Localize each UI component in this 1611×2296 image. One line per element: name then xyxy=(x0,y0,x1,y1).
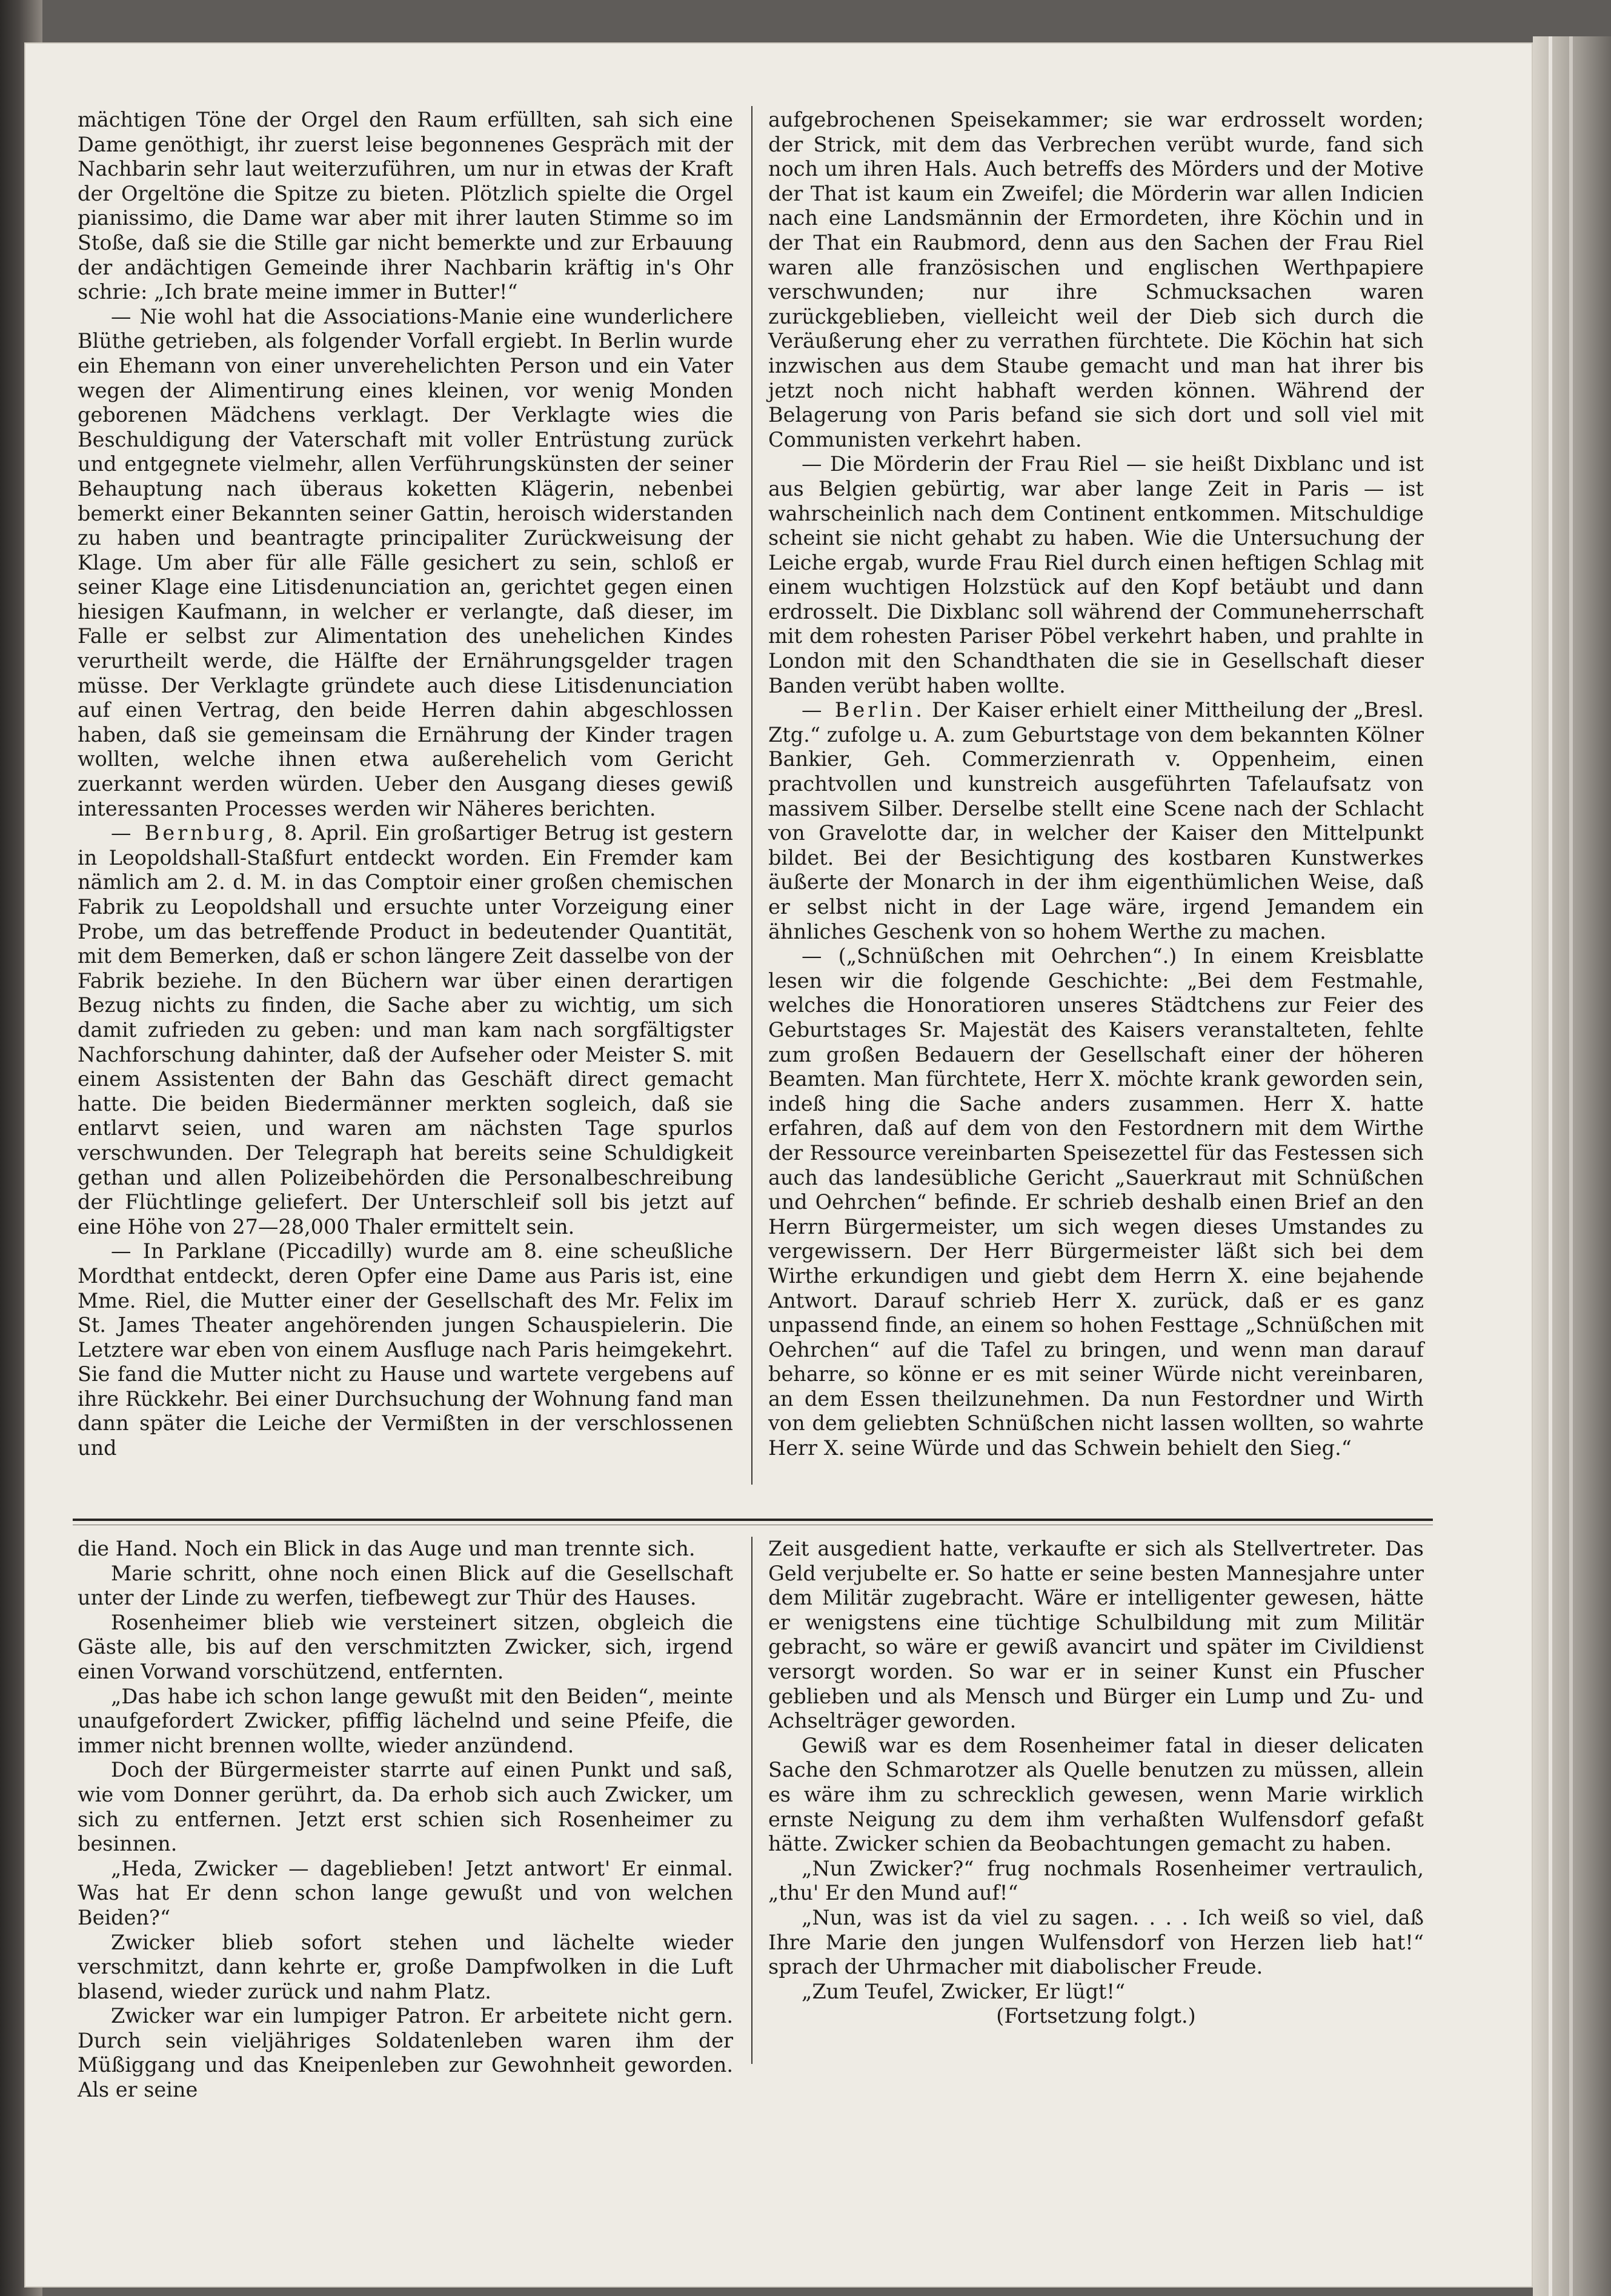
bottom-left-column xyxy=(78,1537,733,2264)
paragraph xyxy=(78,305,733,821)
column-divider xyxy=(751,106,752,1485)
paragraph-text: — Die Mörderin der Frau Riel — sie heißt Dixblanc und ist aus Belgien gebürtig, war aber lange Zeit in Paris — ist wahrscheinlich nach dem Continent entkommen. Mitschuldige scheint sie nicht gehabt zu haben. Wie die Untersuchung der Leiche ergab, wurde Frau Riel durch einen heftigen Schlag mit einem wuchtigen Holzstück auf den Kopf betäubt und dann erdrosselt. Die Dixblanc soll während der Communeherrschaft mit dem rohesten Pariser Pöbel verkehrt haben, und prahlte in London mit den Schandthaten die sie in Gesellschaft dieser Banden verübt haben wollte. xyxy=(768,452,1424,697)
paragraph xyxy=(768,1906,1424,1980)
paragraph xyxy=(78,1685,733,1759)
paragraph xyxy=(78,108,733,305)
paragraph-text: Der Kaiser erhielt einer Mittheilung der „Bresl. Ztg.“ zufolge u. A. zum Geburtstage von dem bekannten Kölner Bankier, Geh. Commerzienrath v. Oppenheim, einen prachtvollen und kunstreich ausgeführten Tafelaufsatz von massivem Silber. Derselbe stellt eine Scene nach der Schlacht von Gravelotte dar, in welcher der Kaiser den Mittelpunkt bildet. Bei der Besichtigung des kostbaren Kunstwerkes äußerte der Monarch in der ihm eigenthümlichen Weise, daß er selbst nicht in der Lage wäre, irgend Jemandem ein ähnliches Geschenk von so hohem Werthe zu machen. xyxy=(768,698,1424,943)
paragraph-text: „Nun Zwicker?“ frug nochmals Rosenheimer vertraulich, „thu' Er den Mund auf!“ xyxy=(768,1856,1424,1905)
paragraph xyxy=(78,1562,733,1611)
dateline: — Berlin. xyxy=(802,698,925,722)
section-rule xyxy=(73,1519,1433,1521)
continuation-note: (Fortsetzung folgt.) xyxy=(996,2004,1196,2028)
paragraph xyxy=(78,1758,733,1856)
paragraph xyxy=(78,1239,733,1460)
paragraph xyxy=(78,1537,733,1562)
paragraph xyxy=(78,821,733,1239)
top-right-column xyxy=(768,108,1424,1480)
paragraph-text: Gewiß war es dem Rosenheimer fatal in dieser delicaten Sache den Schmarotzer als Quelle benutzen zu müssen, allein es wäre ihm zu schrecklich gewesen, wenn Marie wirklich ernste Neigung zu dem ihm verhaßten Wulfensdorf gefaßt hätte. Zwicker schien da Beobachtungen gemacht zu haben. xyxy=(768,1733,1424,1856)
paragraph-text: Marie schritt, ohne noch einen Blick auf die Gesellschaft unter der Linde zu werfen, tiefbewegt zur Thür des Hauses. xyxy=(78,1561,733,1610)
bottom-right-column xyxy=(768,1537,1424,2264)
paragraph-text: Doch der Bürgermeister starrte auf einen Punkt und saß, wie vom Donner gerührt, da. Da erhob sich auch Zwicker, um sich zu entfernen. Jetzt erst schien sich Rosenheimer zu besinnen. xyxy=(78,1758,733,1856)
paragraph-text: die Hand. Noch ein Blick in das Auge und man trennte sich. xyxy=(78,1537,696,1560)
paragraph-text: aufgebrochenen Speisekammer; sie war erdrosselt worden; der Strick, mit dem das Verbrechen verübt wurde, fand sich noch um ihren Hals. Auch betreffs des Mörders und der Motive der That ist kaum ein Zweifel; die Mörderin war allen Indicien nach eine Landsmännin der Ermordeten, ihre Köchin und in der That ein Raubmord, denn aus den Sachen der Frau Riel waren alle französischen und englischen Werthpapiere verschwunden; nur ihre Schmucksachen waren zurückgeblieben, vielleicht weil der Dieb sich durch die Veräußerung eher zu verrathen fürchtete. Die Köchin hat sich inzwischen aus dem Staube gemacht und man hat ihrer bis jetzt noch nicht habhaft werden können. Während der Belagerung von Paris befand sie sich dort und soll viel mit Communisten verkehrt haben. xyxy=(768,108,1424,451)
paragraph-text: „Zum Teufel, Zwicker, Er lügt!“ xyxy=(802,1979,1126,2003)
paragraph xyxy=(768,108,1424,452)
paragraph xyxy=(768,698,1424,944)
paragraph xyxy=(768,1734,1424,1857)
paragraph xyxy=(768,1537,1424,1734)
paragraph xyxy=(768,1857,1424,1906)
column-divider xyxy=(751,1537,752,2064)
paragraph xyxy=(768,1980,1424,2005)
paragraph xyxy=(78,1931,733,2005)
paragraph-text: „Heda, Zwicker — dageblieben! Jetzt antwort' Er einmal. Was hat Er denn schon lange gewußt und von welchen Beiden?“ xyxy=(78,1856,733,1929)
paragraph-text: Zwicker war ein lumpiger Patron. Er arbeitete nicht gern. Durch sein vieljähriges Soldatenleben waren ihm der Müßiggang und das Kneipenleben zur Gewohnheit geworden. Als er seine xyxy=(78,2004,733,2102)
paragraph-text: — In Parklane (Piccadilly) wurde am 8. eine scheußliche Mordthat entdeckt, deren Opfer eine Dame aus Paris ist, eine Mme. Riel, die Mutter einer der Gesellschaft des Mr. Felix im St. James Theater angehörenden jungen Schauspielerin. Die Letztere war eben von einem Ausfluge nach Paris heimgekehrt. Sie fand die Mutter nicht zu Hause und wartete vergebens auf ihre Rückkehr. Bei einer Durchsuchung der Wohnung fand man dann später die Leiche der Vermißten in der verschlossenen und xyxy=(78,1239,733,1460)
paragraph-text: „Nun, was ist da viel zu sagen. . . . Ich weiß so viel, daß Ihre Marie den jungen Wulfensdorf von Herzen lieb hat!“ sprach der Uhrmacher mit diabolischer Freude. xyxy=(768,1905,1424,1979)
paragraph xyxy=(78,1611,733,1685)
paragraph-text: — Nie wohl hat die Associations-Manie eine wunderlichere Blüthe getrieben, als folgender Vorfall ergiebt. In Berlin wurde ein Ehemann von einer unverehelichten Person und ein Vater wegen der Alimentirung eines kleinen, vor wenig Monden geborenen Mädchens verklagt. Der Verklagte wies die Beschuldigung der Vaterschaft mit voller Entrüstung zurück und entgegnete vielmehr, allen Verführungskünsten der seiner Behauptung nach überaus koketten Klägerin, nebenbei bemerkt einer Bekannten seiner Gattin, heroisch widerstanden zu haben und beantragte principaliter Zurückweisung der Klage. Um aber für alle Fälle gesichert zu sein, schloß er seiner Klage eine Litisdenunciation an, gerichtet gegen einen hiesigen Kaufmann, in welcher er verlangte, daß dieser, im Falle er selbst zur Alimentation des unehelichen Kindes verurtheilt werde, die Hälfte der Ernährungsgelder tragen müsse. Der Verklagte gründete auch diese Litisdenunciation auf einen Vertrag, den beide Herren dahin abgeschlossen haben, daß sie gemeinsam die Ernährung der Kinder tragen wollten, welche ihnen etwa außerehelich vom Gericht zuerkannt werden würden. Ueber den Ausgang dieses gewiß interessanten Processes werden wir Näheres berichten. xyxy=(78,304,733,820)
page-edge-line xyxy=(1549,36,1552,2296)
paragraph-text: Rosenheimer blieb wie versteinert sitzen, obgleich die Gäste alle, bis auf den verschmitzten Zwicker, sich, irgend einen Vorwand vorschützend, entfernten. xyxy=(78,1610,733,1683)
paragraph-text: „Das habe ich schon lange gewußt mit den Beiden“, meinte unaufgefordert Zwicker, pfiffig lächelnd und seine Pfeife, die immer nicht brennen wollte, wieder anzündend. xyxy=(78,1684,733,1757)
paragraph-text: mächtigen Töne der Orgel den Raum erfüllten, sah sich eine Dame genöthigt, ihr zuerst leise begonnenes Gespräch mit der Nachbarin sehr laut weiterzuführen, um nur in etwas der Kraft der Orgeltöne die Spitze zu bieten. Plötzlich spielte die Orgel pianissimo, die Dame war aber mit ihrer lauten Stimme so im Stoße, daß sie die Stille gar nicht bemerkte und zur Erbauung der andächtigen Gemeinde ihrer Nachbarin kräftig in's Ohr schrie: „Ich brate meine immer in Butter!“ xyxy=(78,108,733,304)
paragraph-text: — („Schnüßchen mit Oehrchen“.) In einem Kreisblatte lesen wir die folgende Geschichte: „Bei dem Festmahle, welches die Honoratioren unseres Städtchens zur Feier des Geburtstages Sr. Majestät des Kaisers veranstalteten, fehlte zum großen Bedauern der Gesellschaft einer der höheren Beamten. Man fürchtete, Herr X. möchte krank geworden sein, indeß hing die Sache anders zusammen. Herr X. hatte erfahren, daß auf dem von den Festordnern mit dem Wirthe der Ressource vereinbarten Speisezettel für das Festessen sich auch das landesübliche Gericht „Sauerkraut mit Schnüßchen und Oehrchen“ befinde. Er schrieb deshalb einen Brief an den Herrn Bürgermeister, um sich wegen dieses Umstandes zu vergewissern. Der Herr Bürgermeister läßt sich bei dem Wirthe erkundigen und giebt dem Herrn X. eine bejahende Antwort. Darauf schrieb Herr X. zurück, daß er es ganz unpassend finde, an einem so hohen Festtage „Schnüßchen mit Oehrchen“ auf die Tafel zu bringen, und wenn man darauf beharre, so könne er es mit seiner Würde nicht vereinbaren, an dem Essen theilzunehmen. Da nun Festordner und Wirth von dem geliebten Schnüßchen nicht lassen wollten, so wahrte Herr X. seine Würde und das Schwein behielt den Sieg.“ xyxy=(768,944,1424,1460)
paragraph xyxy=(768,944,1424,1460)
dateline: — Bernburg, xyxy=(111,821,277,845)
page-edge-line xyxy=(1569,36,1573,2296)
top-left-column xyxy=(78,108,733,1480)
paragraph-text: 8. April. Ein großartiger Betrug ist gestern in Leopoldshall-Staßfurt entdeckt worden. Ein Fremder kam nämlich am 2. d. M. in das Comptoir einer großen chemischen Fabrik zu Leopoldshall und ersuchte unter Vorzeigung einer Probe, um das betreffende Product in bedeutender Quantität, mit dem Bemerken, daß er schon längere Zeit dasselbe von der Fabrik beziehe. In den Büchern war über einen derartigen Bezug nichts zu finden, die Sache aber zu wichtig, um sich damit zufrieden zu geben: und man kam nach sorgfältigster Nachforschung dahinter, daß der Aufseher oder Meister S. mit einem Assistenten der Bahn das Geschäft direct gemacht hatte. Die beiden Biedermänner merkten sogleich, daß sie entlarvt seien, und waren am nächsten Tage spurlos verschwunden. Der Telegraph hat bereits seine Schuldigkeit gethan und allen Polizeibehörden die Personalbeschreibung der Flüchtlinge geliefert. Der Unterschleif soll bis jetzt auf eine Höhe von 27—28,000 Thaler ermittelt sein. xyxy=(78,821,733,1239)
paragraph-text: Zwicker blieb sofort stehen und lächelte wieder verschmitzt, dann kehrte er, große Dampfwolken in die Luft blasend, wieder zurück und nahm Platz. xyxy=(78,1930,733,2003)
paragraph xyxy=(78,1857,733,1931)
paragraph-text: Zeit ausgedient hatte, verkaufte er sich als Stellvertreter. Das Geld verjubelte er. So hatte er seine besten Mannesjahre unter dem Militär zugebracht. Wäre er intelligenter gewesen, hätte er wenigstens eine tüchtige Schulbildung mit zum Militär gebracht, so wäre er gewiß avancirt und später im Civildienst versorgt worden. So war er in seiner Kunst ein Pfuscher geblieben und als Mensch und Bürger ein Lump und Zu- und Achselträger geworden. xyxy=(768,1537,1424,1733)
paragraph xyxy=(768,452,1424,698)
paragraph xyxy=(78,2004,733,2102)
